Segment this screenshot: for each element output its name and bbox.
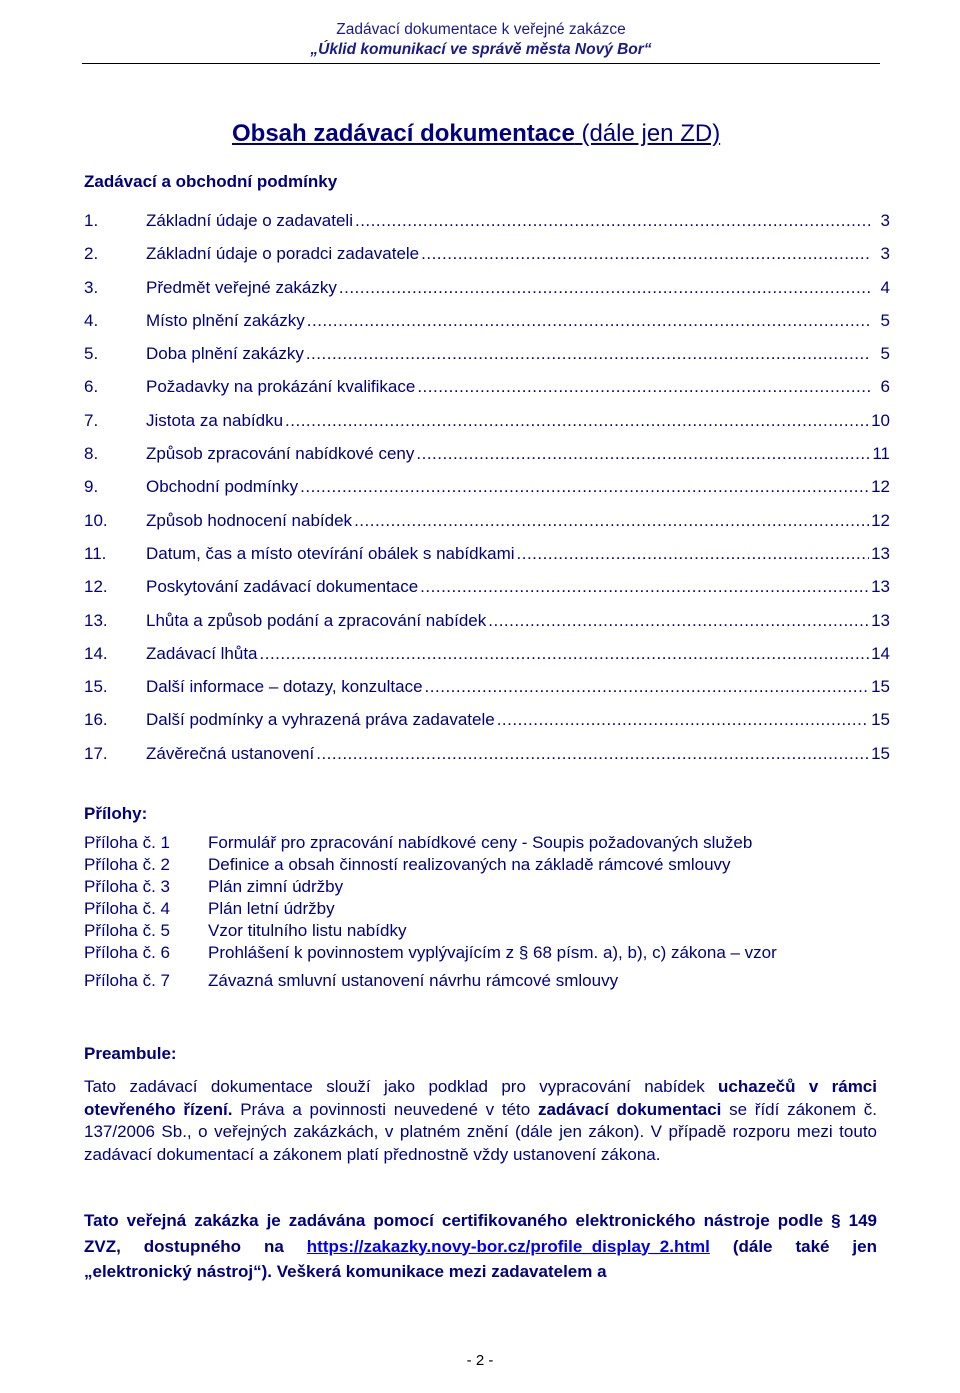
attachment-item (84, 876, 884, 898)
e-tool-paragraph (84, 1208, 877, 1285)
toc-entry-title: Obchodní podmínky (146, 477, 299, 497)
attachment-text: Plán letní údržby (208, 899, 335, 918)
toc-entry-number: 5. (84, 344, 99, 364)
toc-entry-title: Způsob hodnocení nabídek (146, 510, 353, 530)
attachment-item (84, 898, 884, 920)
toc-entry[interactable] (84, 204, 890, 237)
toc-entry-number: 6. (84, 377, 99, 397)
toc-entry-title: Základní údaje o poradci zadavatele (146, 244, 420, 264)
preamble-heading: Preambule: (84, 1044, 177, 1063)
toc-entry-number: 2. (84, 244, 99, 264)
toc-entry-page: 4 (880, 277, 890, 297)
preamble-b2: zadávací dokumentaci (537, 1099, 722, 1119)
toc-entry[interactable] (84, 570, 890, 603)
toc-entry[interactable] (84, 370, 890, 403)
toc-entry[interactable] (84, 737, 890, 770)
table-of-contents (84, 204, 890, 770)
toc-entry-number: 11. (84, 543, 107, 563)
toc-entry-page: 15 (871, 743, 890, 763)
preamble-b1: uchazečů v rámci otevřeného řízení. (84, 1077, 877, 1119)
p2-t1: Tato veřejná zakázka je zadávána pomocí certifikovaného elektronického nástroje podle § 149 ZVZ, dostupného na (84, 1211, 877, 1256)
toc-leader-dots (355, 204, 870, 237)
toc-entry-title: Zadávací lhůta (146, 643, 258, 663)
toc-entry-number: 13. (84, 610, 108, 630)
toc-entry-number: 7. (84, 410, 99, 430)
toc-entry-page: 5 (880, 310, 890, 330)
title-bold: Obsah zadávací dokumentace (232, 120, 575, 147)
toc-entry[interactable] (84, 670, 890, 703)
attachment-item (84, 970, 884, 992)
header-line-1: Zadávací dokumentace k veřejné zakázce (336, 21, 626, 38)
toc-entry[interactable] (84, 271, 890, 304)
toc-entry-page: 14 (871, 643, 890, 663)
toc-entry[interactable] (84, 703, 890, 736)
toc-entry[interactable] (84, 504, 890, 537)
toc-entry[interactable] (84, 537, 890, 570)
toc-entry[interactable] (84, 304, 890, 337)
toc-entry-title: Předmět veřejné zakázky (146, 277, 337, 297)
attachment-label: Příloha č. 7 (84, 971, 170, 990)
header-line-2: „Úklid komunikací ve správě města Nový Bor“ (310, 41, 652, 58)
toc-entry-title: Jistota za nabídku (146, 410, 284, 430)
attachments-heading: Přílohy: (84, 804, 148, 823)
attachment-label: Příloha č. 6 (84, 943, 170, 962)
toc-leader-dots (306, 337, 870, 370)
toc-entry-number: 12. (84, 577, 108, 597)
profile-link[interactable]: https://zakazky.novy-bor.cz/profile_display_2.html (306, 1236, 710, 1256)
toc-entry-page: 6 (880, 377, 890, 397)
p2-t2: (dále také jen „elektronický nástroj“). Veškerá komunikace mezi zadavatelem a (84, 1236, 877, 1281)
toc-leader-dots (425, 670, 870, 703)
toc-entry-page: 3 (880, 211, 890, 230)
toc-entry-page: 15 (871, 677, 890, 697)
attachment-item (84, 832, 884, 854)
page-number: - 2 - (466, 1352, 494, 1369)
toc-leader-dots (354, 504, 869, 537)
document-title (232, 120, 720, 148)
preamble-t2: Práva a povinnosti neuvedené v této (232, 1099, 538, 1119)
toc-leader-dots (517, 537, 870, 570)
toc-heading: Zadávací a obchodní podmínky (84, 172, 338, 191)
toc-entry[interactable] (84, 437, 890, 470)
toc-leader-dots (339, 271, 870, 304)
toc-entry-title: Závěrečná ustanovení (146, 743, 315, 763)
toc-entry-page: 15 (871, 710, 890, 730)
toc-leader-dots (416, 437, 870, 470)
attachment-label: Příloha č. 5 (84, 921, 170, 940)
toc-leader-dots (417, 370, 870, 403)
attachment-text: Formulář pro zpracování nabídkové ceny - Soupis požadovaných služeb (208, 833, 753, 852)
toc-entry-number: 14. (84, 643, 108, 663)
toc-entry-number: 15. (84, 677, 108, 697)
toc-entry-number: 8. (84, 444, 99, 464)
toc-entry[interactable] (84, 637, 890, 670)
toc-entry[interactable] (84, 470, 890, 503)
attachment-text: Definice a obsah činností realizovaných na základě rámcové smlouvy (208, 855, 731, 874)
toc-leader-dots (316, 737, 869, 770)
toc-entry-page: 11 (872, 444, 890, 464)
toc-leader-dots (260, 637, 870, 670)
toc-entry-number: 9. (84, 477, 99, 497)
toc-entry-number: 10. (84, 510, 108, 530)
toc-entry-title: Další informace – dotazy, konzultace (146, 677, 423, 697)
toc-entry-page: 13 (871, 577, 890, 597)
toc-entry-number: 17. (84, 743, 108, 763)
toc-leader-dots (420, 570, 869, 603)
attachment-item (84, 920, 884, 942)
toc-entry-page: 13 (871, 543, 890, 563)
attachment-label: Příloha č. 3 (84, 877, 170, 896)
toc-entry-title: Doba plnění zakázky (146, 344, 304, 364)
toc-entry-page: 12 (871, 510, 890, 530)
toc-leader-dots (300, 470, 869, 503)
toc-entry-title: Místo plnění zakázky (146, 310, 305, 330)
toc-entry[interactable] (84, 337, 890, 370)
toc-entry[interactable] (84, 237, 890, 270)
attachments-list (84, 832, 884, 992)
attachment-text: Prohlášení k povinnostem vyplývajícím z § 68 písm. a), b), c) zákona – vzor (208, 943, 777, 962)
attachment-label: Příloha č. 4 (84, 899, 170, 918)
toc-leader-dots (307, 304, 870, 337)
attachment-text: Závazná smluvní ustanovení návrhu rámcové smlouvy (208, 971, 619, 990)
toc-entry-title: Způsob zpracování nabídkové ceny (146, 444, 415, 464)
header-rule (82, 63, 880, 64)
preamble-text (84, 1076, 877, 1166)
toc-entry-page: 5 (880, 344, 890, 364)
attachment-text: Vzor titulního listu nabídky (208, 921, 407, 940)
toc-entry-title: Poskytování zadávací dokumentace (146, 577, 419, 597)
page-header (82, 20, 880, 60)
attachment-item (84, 854, 884, 876)
toc-entry-page: 12 (871, 477, 890, 497)
toc-entry-number: 1. (84, 211, 99, 230)
toc-entry-title: Požadavky na prokázání kvalifikace (146, 377, 416, 397)
toc-entry-page: 13 (871, 610, 890, 630)
toc-entry-title: Datum, čas a místo otevírání obálek s nabídkami (146, 543, 515, 563)
toc-entry-page: 3 (880, 244, 890, 264)
toc-entry[interactable] (84, 604, 890, 637)
preamble-t3: se řídí zákonem č. 137/2006 Sb., o veřejných zakázkách, v platném znění (dále jen zákon). V případě rozporu mezi touto zadávací dokumentací a zákonem platí přednostně vždy ustanovení zákona. (84, 1099, 878, 1164)
attachment-label: Příloha č. 1 (84, 833, 170, 852)
toc-leader-dots (285, 404, 869, 437)
toc-entry-title: Základní údaje o zadavateli (146, 211, 353, 230)
attachment-text: Plán zimní údržby (208, 877, 344, 896)
preamble-t1: Tato zadávací dokumentace slouží jako podklad pro vypracování nabídek (84, 1077, 719, 1096)
toc-leader-dots (497, 703, 869, 736)
toc-entry-page: 10 (871, 410, 890, 430)
toc-entry-number: 16. (84, 710, 108, 730)
attachment-label: Příloha č. 2 (84, 855, 170, 874)
toc-leader-dots (488, 604, 869, 637)
toc-entry-number: 4. (84, 310, 99, 330)
toc-leader-dots (421, 237, 870, 270)
toc-entry-title: Lhůta a způsob podání a zpracování nabídek (146, 610, 487, 630)
title-rest: (dále jen ZD) (574, 120, 721, 147)
attachment-item (84, 942, 884, 964)
toc-entry[interactable] (84, 404, 890, 437)
toc-entry-number: 3. (84, 277, 99, 297)
toc-entry-title: Další podmínky a vyhrazená práva zadavatele (146, 710, 495, 730)
